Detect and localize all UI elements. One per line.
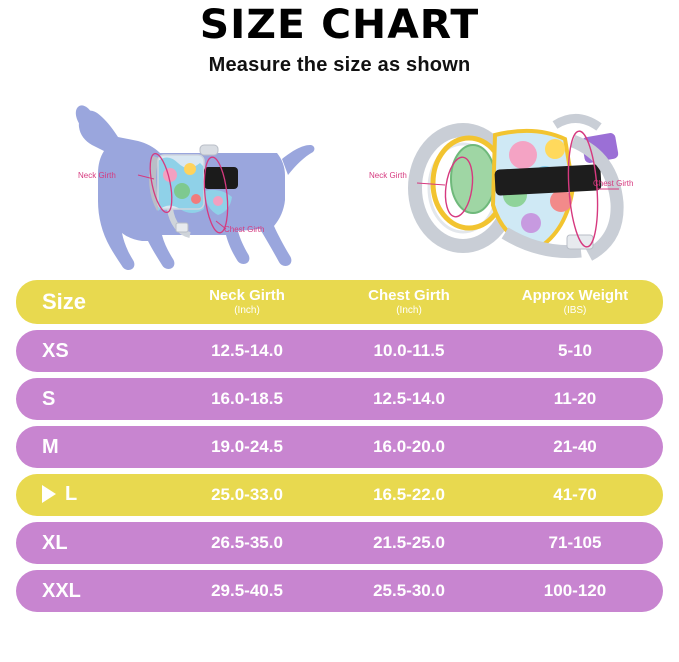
row-chest-girth: 10.0-11.5 <box>373 340 445 360</box>
row-neck-girth: 26.5-35.0 <box>211 532 283 552</box>
size-chart-table <box>16 280 663 618</box>
table-row[interactable] <box>16 378 663 420</box>
row-size-label: XXL <box>42 580 81 602</box>
harness-buckle <box>176 223 188 232</box>
row-approx-weight: 71-105 <box>548 532 602 552</box>
row-size-label: XL <box>42 532 68 554</box>
right-neck-girth-label: Neck Girth <box>369 171 407 180</box>
row-chest-girth: 25.5-30.0 <box>373 580 445 600</box>
row-neck-girth: 16.0-18.5 <box>211 388 283 408</box>
row-approx-weight: 41-70 <box>553 484 597 504</box>
row-approx-weight: 5-10 <box>557 340 593 360</box>
row-chest-girth: 16.0-20.0 <box>373 436 445 456</box>
page-subtitle: Measure the size as shown <box>208 54 471 76</box>
column-header-chest-girth-unit: (Inch) <box>396 305 422 317</box>
column-header-neck-girth-main: Neck Girth <box>209 286 285 304</box>
row-neck-girth: 19.0-24.5 <box>211 436 283 456</box>
column-header-neck-girth-unit: (Inch) <box>234 305 260 317</box>
column-header-approx-weight-main: Approx Weight <box>521 286 629 304</box>
column-header-approx-weight <box>490 288 660 317</box>
row-approx-weight: 21-40 <box>553 436 597 456</box>
table-row[interactable] <box>16 522 663 564</box>
column-header-neck-girth <box>166 288 328 317</box>
left-chest-girth-label: Chest Girth <box>224 225 265 234</box>
row-chest-girth: 12.5-14.0 <box>373 388 445 408</box>
column-header-approx-weight-unit: (IBS) <box>563 305 587 317</box>
row-approx-weight: 100-120 <box>543 580 607 600</box>
row-chest-girth: 21.5-25.0 <box>373 532 445 552</box>
column-header-chest-girth <box>328 288 490 317</box>
black-velcro-band <box>494 164 601 196</box>
row-chest-girth: 16.5-22.0 <box>373 484 445 504</box>
column-header-chest-girth-main: Chest Girth <box>368 286 450 304</box>
row-size-label: L <box>65 482 78 505</box>
table-header-row <box>16 280 663 324</box>
harness-product-illustration <box>355 83 665 278</box>
table-row[interactable] <box>16 330 663 372</box>
dog-harness-illustration <box>30 83 350 278</box>
row-size-label: XS <box>42 340 69 362</box>
row-neck-girth: 25.0-33.0 <box>211 484 283 504</box>
table-row[interactable] <box>16 426 663 468</box>
left-neck-girth-label: Neck Girth <box>78 171 116 180</box>
column-header-size: Size <box>42 288 87 314</box>
harness-handle <box>555 118 599 127</box>
row-neck-girth: 12.5-14.0 <box>211 340 283 360</box>
table-row-selected[interactable] <box>16 474 663 516</box>
selected-row-caret-icon <box>42 485 56 503</box>
row-neck-girth: 29.5-40.5 <box>211 580 283 600</box>
row-size-label: S <box>42 388 56 410</box>
page-header <box>0 0 679 77</box>
right-chest-girth-label: Chest Girth <box>593 179 634 188</box>
row-size-label: M <box>42 436 59 458</box>
table-row[interactable] <box>16 570 663 612</box>
illustration-band <box>0 83 679 278</box>
row-approx-weight: 11-20 <box>553 388 597 408</box>
page-title: SIZE CHART <box>199 2 480 48</box>
